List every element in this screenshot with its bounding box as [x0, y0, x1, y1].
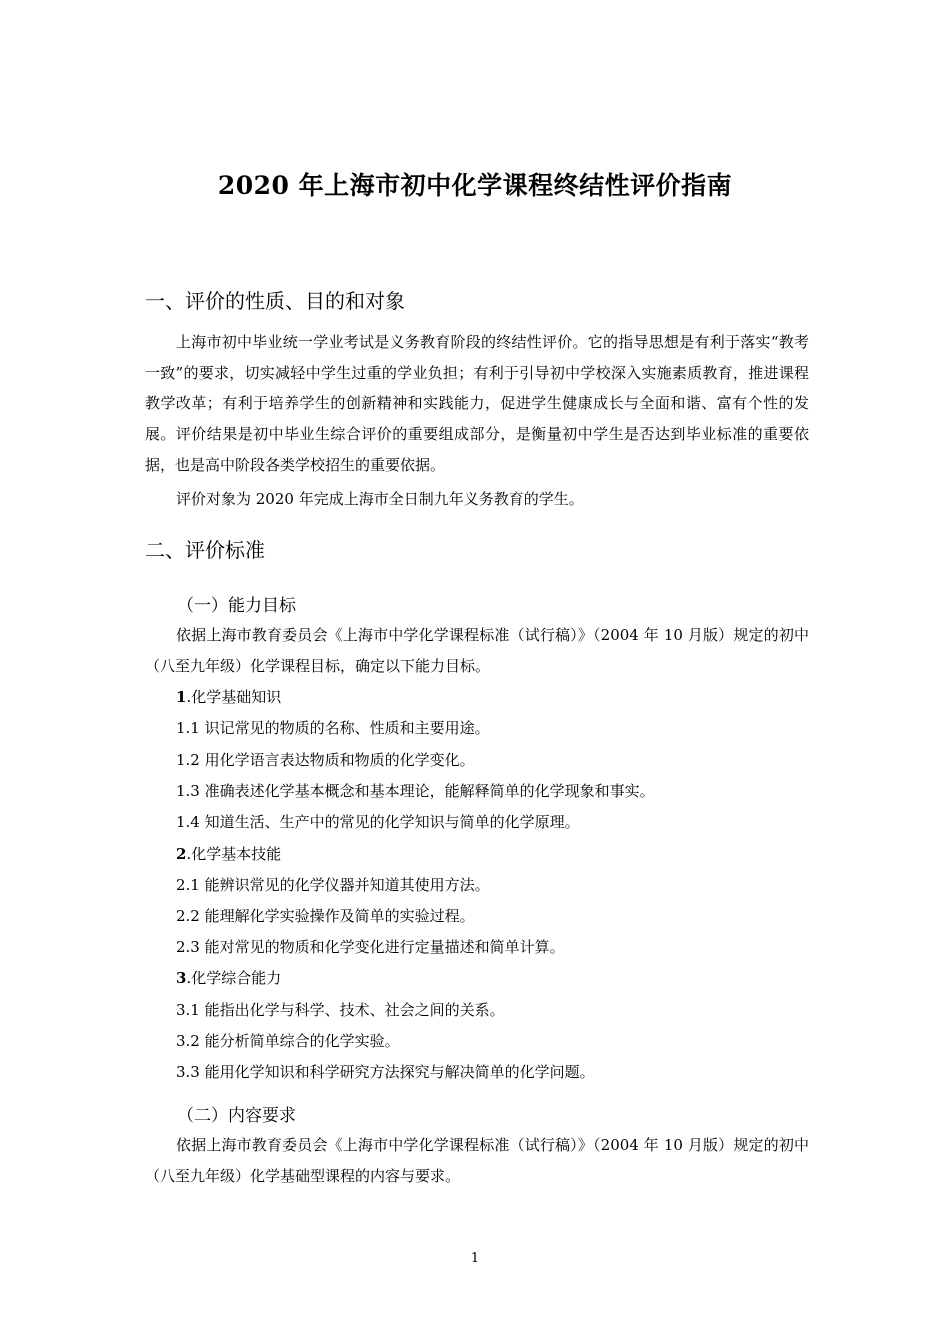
- list-item: 2.2 能理解化学实验操作及简单的实验过程。: [176, 907, 475, 925]
- page-number: 1: [470, 1251, 480, 1266]
- content-intro-paragraph: 依据上海市教育委员会《上海市中学化学课程标准（试行稿）》（2004 年 10 月版）规定的初中（八至九年级）化学基础型课程的内容与要求。: [145, 1136, 809, 1185]
- group-heading-3: 3.化学综合能力: [176, 969, 282, 987]
- group-heading-1: 1.化学基础知识: [176, 688, 282, 706]
- list-item: 2.3 能对常见的物质和化学变化进行定量描述和简单计算。: [176, 938, 565, 956]
- section1-paragraph-2: 评价对象为 2020 年完成上海市全日制九年义务教育的学生。: [176, 490, 584, 508]
- list-item: 3.2 能分析简单综合的化学实验。: [176, 1032, 400, 1050]
- section1-paragraph-1: 上海市初中毕业统一学业考试是义务教育阶段的终结性评价。它的指导思想是有利于落实“教考一致”的要求，切实减轻中学生过重的学业负担；有利于引导初中学校深入实施素质教育，推进课程教学改革；有利于培养学生的创新精神和实践能力，促进学生健康成长与全面和谐、富有个性的发展。评价结果是初中毕业生综合评价的重要组成部分，是衡量初中学生是否达到毕业标准的重要依据，也是高中阶段各类学校招生的重要依据。: [145, 333, 809, 474]
- list-item: 1.4 知道生活、生产中的常见的化学知识与简单的化学原理。: [176, 813, 580, 831]
- list-item: 2.1 能辨识常见的化学仪器并知道其使用方法。: [176, 876, 490, 894]
- list-item: 1.1 识记常见的物质的名称、性质和主要用途。: [176, 719, 490, 737]
- subsection-heading-ability: （一）能力目标: [177, 596, 296, 616]
- subsection-heading-content: （二）内容要求: [177, 1106, 296, 1126]
- list-item: 3.3 能用化学知识和科学研究方法探究与解决简单的化学问题。: [176, 1063, 595, 1081]
- list-item: 3.1 能指出化学与科学、技术、社会之间的关系。: [176, 1001, 505, 1019]
- group-heading-2: 2.化学基本技能: [176, 845, 282, 863]
- list-item: 1.2 用化学语言表达物质和物质的化学变化。: [176, 751, 475, 769]
- ability-intro-paragraph: 依据上海市教育委员会《上海市中学化学课程标准（试行稿）》（2004 年 10 月版）规定的初中（八至九年级）化学课程目标，确定以下能力目标。: [145, 626, 809, 675]
- section-heading-1: 一、评价的性质、目的和对象: [145, 289, 405, 313]
- section-heading-2: 二、评价标准: [145, 538, 265, 562]
- list-item: 1.3 准确表述化学基本概念和基本理论，能解释简单的化学现象和事实。: [176, 782, 655, 800]
- document-title: 2020 年上海市初中化学课程终结性评价指南: [217, 171, 733, 200]
